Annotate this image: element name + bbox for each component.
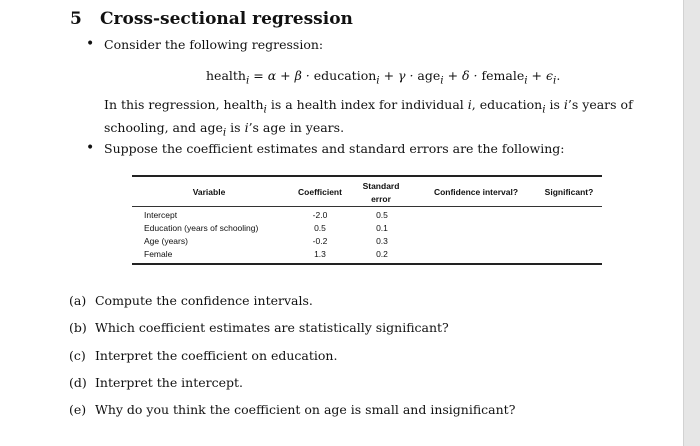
bullet-suppose-text: Suppose the coefficient estimates and standard errors are the following:	[104, 141, 565, 156]
table-row	[132, 249, 602, 262]
table-bottom-rule	[132, 263, 602, 265]
para-age: age	[200, 119, 223, 135]
cell-standard-error: 0.3	[376, 236, 388, 246]
bullet-consider	[90, 37, 323, 52]
eq-sub-i: i	[440, 74, 444, 87]
question-label: (e)	[69, 402, 87, 417]
section-heading	[70, 9, 353, 29]
para-text: ’s age in years.	[248, 119, 345, 135]
eq-female: female	[481, 68, 525, 83]
header-se-line1: Standard	[362, 181, 400, 191]
eq-age: age	[417, 68, 441, 83]
question-label: (c)	[69, 348, 86, 363]
eq-gamma: + γ ·	[379, 68, 418, 83]
table-row	[132, 210, 602, 223]
para-text: is a health index for individual	[266, 97, 468, 112]
header-se-line2: error	[371, 194, 391, 204]
question-label: (a)	[69, 293, 87, 308]
cell-standard-error: 0.2	[376, 249, 388, 259]
header-coefficient: Coefficient	[298, 187, 342, 197]
eq-sub-i: i	[245, 74, 250, 87]
question-label: (d)	[69, 375, 87, 390]
question-item	[69, 375, 243, 390]
header-significant: Significant?	[544, 187, 594, 197]
question-label: (b)	[69, 320, 87, 335]
question-item	[69, 293, 313, 308]
bullet-suppose	[90, 141, 565, 156]
question-text: Interpret the intercept.	[94, 375, 244, 390]
section-title: Cross-sectional regression	[100, 9, 353, 29]
question-item	[69, 320, 449, 335]
para-i: i	[467, 97, 472, 112]
scrollbar[interactable]	[683, 0, 700, 446]
eq-period: .	[556, 68, 561, 83]
cell-variable: Age (years)	[144, 236, 188, 246]
table-row	[132, 223, 602, 236]
cell-coefficient: 1.3	[314, 249, 326, 259]
table-body	[132, 210, 602, 262]
bullet-consider-text: Consider the following regression:	[104, 37, 324, 52]
cell-standard-error: 0.1	[376, 223, 388, 233]
para-sub-i: i	[263, 103, 267, 116]
eq-delta: + δ ·	[443, 68, 482, 83]
eq-epsilon: + ϵ	[527, 68, 553, 83]
cell-variable: Female	[144, 249, 173, 259]
para-text: In this regression,	[104, 97, 224, 112]
para-text: ’s years of schooling, and	[104, 97, 633, 135]
cell-coefficient: -2.0	[312, 210, 328, 220]
explanation-paragraph	[104, 96, 644, 141]
para-text: is	[226, 119, 245, 135]
table-header-rule	[132, 206, 602, 207]
eq-sub-i: i	[524, 74, 528, 87]
cell-variable: Education (years of schooling)	[144, 223, 259, 233]
cell-variable: Intercept	[144, 210, 178, 220]
question-text: Which coefficient estimates are statistically significant?	[94, 320, 449, 335]
header-confidence-interval: Confidence interval?	[433, 187, 519, 197]
cell-coefficient: 0.5	[314, 223, 326, 233]
question-text: Interpret the coefficient on education.	[94, 348, 338, 363]
eq-sub-i: i	[553, 74, 557, 87]
header-standard-error	[358, 180, 404, 206]
para-i: i	[244, 119, 249, 135]
table-top-rule	[132, 175, 602, 177]
section-number: 5	[70, 9, 82, 29]
para-education: education	[479, 97, 543, 112]
para-text: is	[545, 97, 564, 112]
question-item	[69, 348, 337, 363]
header-variable: Variable	[192, 187, 226, 197]
eq-education: education	[313, 68, 377, 83]
regression-equation	[206, 68, 560, 87]
para-sub-i: i	[222, 126, 227, 138]
para-i: i	[563, 97, 568, 112]
table-row	[132, 236, 602, 249]
question-text: Why do you think the coefficient on age is small and insignificant?	[94, 402, 516, 417]
cell-standard-error: 0.5	[376, 210, 388, 220]
eq-alpha-beta: = α + β ·	[249, 68, 314, 83]
para-text: ,	[471, 97, 480, 112]
para-sub-i: i	[542, 103, 546, 116]
eq-health: health	[206, 68, 246, 83]
question-text: Compute the confidence intervals.	[94, 293, 313, 308]
question-item	[69, 402, 515, 417]
eq-sub-i: i	[376, 74, 380, 87]
cell-coefficient: -0.2	[312, 236, 328, 246]
para-health: health	[223, 97, 264, 112]
